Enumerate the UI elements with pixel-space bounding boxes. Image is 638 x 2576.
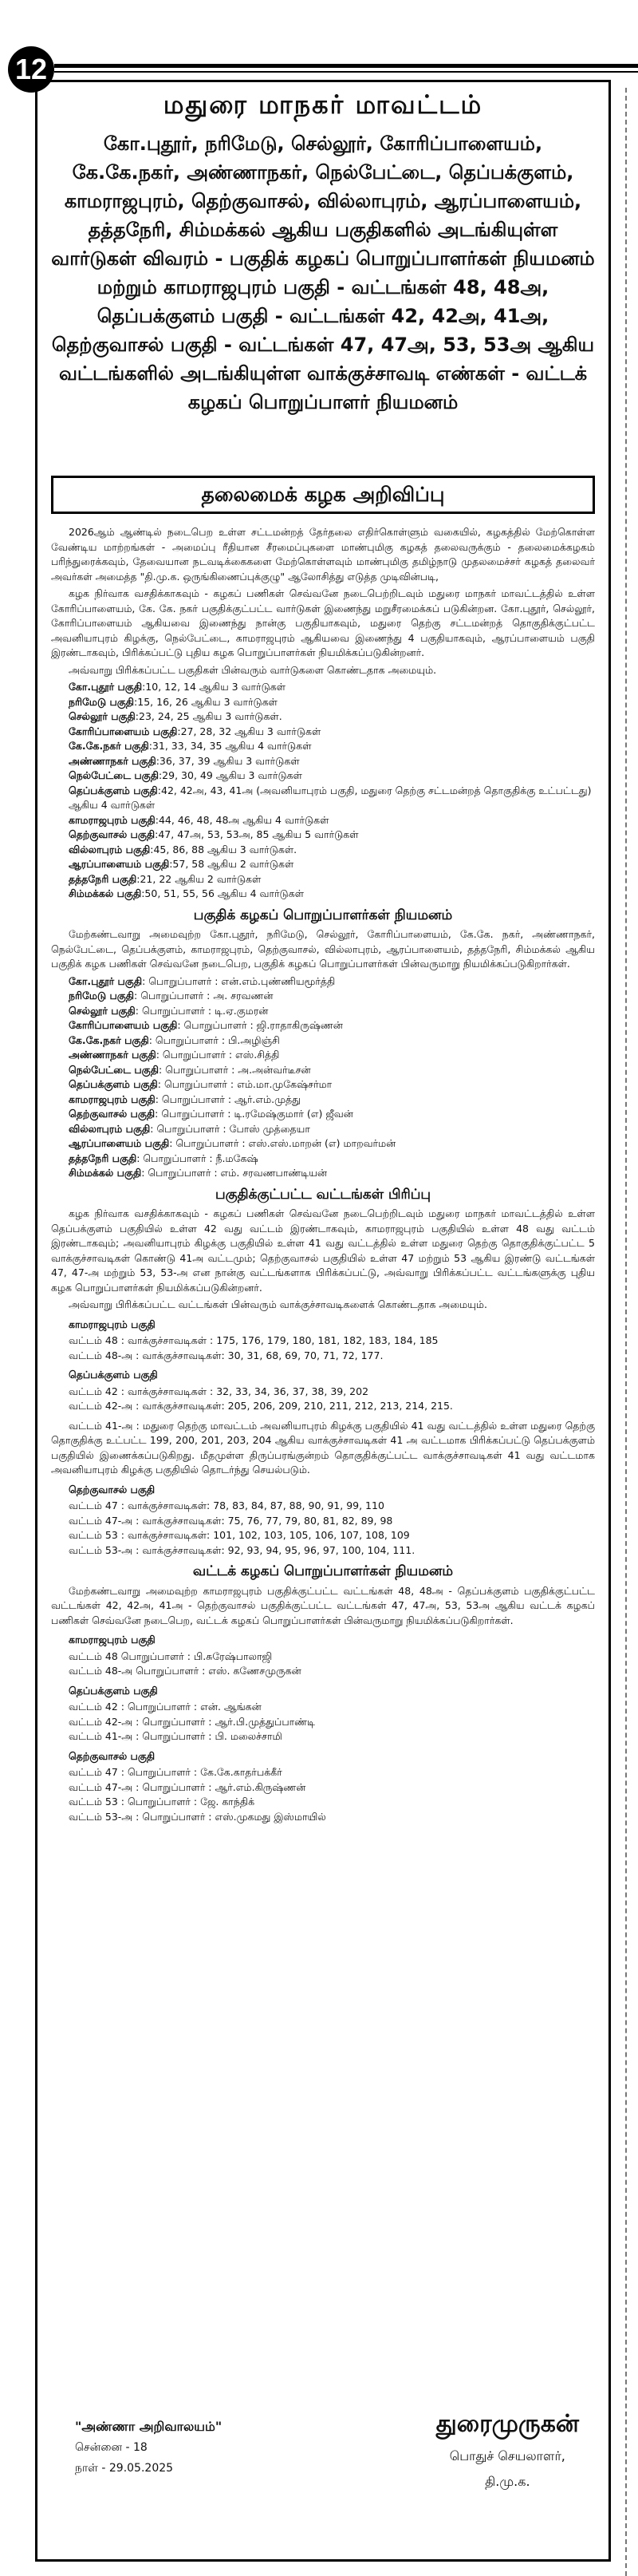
list-item: தத்தநேரி பகுதி:21, 22 ஆகிய 2 வார்டுகள் — [69, 872, 262, 885]
intro-paragraph-2: கழக நிர்வாக வசதிக்காகவும் - கழகப் பணிகள் செவ்வனே நடைபெற்றிடவும் மதுரை மாநகர் மாவட்டத்தில் உள்ள கோரிப்பாளையம், கே. கே. நகர் பகுதிக்குட்பட்ட வார்டுகள் இணைந்து மறுசீரமைக்கப் படுகின்றன. கோ.புதூர், செல்லூர், கோரிப்பாளையம் ஆகியவை இணைந்து நான்கு பகுதியாகவும், மதுரை தெற்கு சட்டமன்றத் தொகுதிக்குட்பட்ட அவனியாபுரம் கிழக்கு, நெல்பேட்டை, காமராஜபுரம் ஆகியவை இணைந்து 4 பகுதியாகவும், ஆரப்பாளையம் பகுதி இரண்டாகவும், பிரிக்கப்பட்டு புதிய கழக பொறுப்பாளர்கள் நியமிக்கப்படுகின்றனர். — [51, 587, 595, 658]
intro-paragraph-3: அவ்வாறு பிரிக்கப்பட்ட பகுதிகள் பின்வரும் வார்டுகளை கொண்டதாக அமையும். — [69, 663, 437, 676]
list-item: வட்டம் 53-அ : பொறுப்பாளர் : எஸ்.முகமது இஸ்மாயில் — [69, 1810, 326, 1823]
list-item: கோ.புதூர் பகுதி: பொறுப்பாளர் : என்.எம்.புண்ணியமூர்த்தி — [69, 974, 336, 987]
list-item: செல்லூர் பகுதி: பொறுப்பாளர் : டி.ஏ.குமரன் — [69, 1004, 269, 1017]
ward-officers-kamarajapuram-list — [69, 1650, 595, 1679]
top-rule — [54, 64, 638, 68]
ward-officers-kamarajapuram-heading: காமராஜபுரம் பகுதி — [69, 1634, 156, 1646]
notice-header — [48, 89, 598, 417]
list-item: கோரிப்பாளையம் பகுதி:27, 28, 32 ஆகிய 3 வார்டுகள் — [69, 725, 321, 737]
column-divider — [625, 88, 627, 2576]
south-gate-heading: தெற்குவாசல் பகுதி — [69, 1483, 156, 1495]
top-bar — [0, 0, 638, 85]
notice-title: தலைமைக் கழக அறிவிப்பு — [51, 476, 595, 514]
list-item: நெல்பேட்டை பகுதி:29, 30, 49 ஆகிய 3 வார்டுகள் — [69, 769, 302, 781]
ward-officers-intro: மேற்கண்டவாறு அமைவுற்ற காமராஜபுரம் பகுதிக்குட்பட்ட வட்டங்கள் 48, 48அ - தெப்பக்குளம் பகுதிக்குட்பட்ட வட்டங்கள் 42, 42அ, 41அ - தெற்குவாசல் பகுதிக்குட்பட்ட வட்டங்கள் 47, 47அ, 53, 53அ ஆகிய வட்டக் கழகப் பணிகள் செவ்வனே நடைபெற, வட்டக் கழகப் பொறுப்பாளர்கள் பின்வருமாறு நியமிக்கப்படுகிறார்கள். — [51, 1584, 595, 1626]
signatory-designation: பொதுச் செயலாளர், — [449, 2448, 565, 2463]
ward-division-intro-2: அவ்வாறு பிரிக்கப்பட்ட வட்டங்கள் பின்வரும் வாக்குச்சாவடிகளைக் கொண்டதாக அமையும். — [69, 1298, 487, 1310]
ward-division-intro: கழக நிர்வாக வசதிக்காகவும் - கழகப் பணிகள் செவ்வனே நடைபெற்றிடவும் மதுரை மாநகர் மாவட்டத்தில் உள்ள தெப்பக்குளம் பகுதியில் உள்ள 42 வது வட்டம் இரண்டாகவும், காமராஜபுரம் பகுதியில் உள்ள 48 வது வட்டம் இரண்டாகவும்; அவனியாபுரம் கிழக்கு பகுதியில் உள்ள 41 வது வட்டத்தில் உள்ள மதுரை தெற்கு தொகுதிக்குட்பட்ட 5 வாக்குச்சாவடிகள் கொண்டு 41அ வட்டமும்; தெற்குவாசல் பகுதியில் உள்ள 47 மற்றும் 53 ஆகிய இரண்டு வட்டங்கள் 47, 47-அ மற்றும் 53, 53-அ என நான்கு வட்டங்களாக பிரிக்கப்பட்டு, அவ்வாறு பிரிக்கப்பட்ட வட்டங்களுக்கு புதிய கழக பொறுப்பாளர்கள் நியமிக்கப்படுகின்றனர். — [51, 1207, 595, 1294]
list-item: தத்தநேரி பகுதி: பொறுப்பாளர் : நீ.மகேஷ் — [69, 1152, 258, 1164]
list-item: வட்டம் 48-அ : வாக்குச்சாவடிகள்: 30, 31, 68, 69, 70, 71, 72, 177. — [69, 1349, 384, 1361]
signatory-name: துரைமுருகன் — [435, 2410, 579, 2438]
list-item: நரிமேடு பகுதி:15, 16, 26 ஆகிய 3 வார்டுகள் — [69, 695, 278, 708]
list-item: தெப்பக்குளம் பகுதி: பொறுப்பாளர் : எம்.மா.முகேஷ்சர்மா — [69, 1078, 333, 1090]
party-name: தி.மு.க. — [485, 2474, 530, 2489]
list-item: கோரிப்பாளையம் பகுதி: பொறுப்பாளர் : ஜி.ராதாகிருஷ்ணன் — [69, 1019, 343, 1031]
ward-division-title: பகுதிக்குட்பட்ட வட்டங்கள் பிரிப்பு — [215, 1186, 431, 1203]
areas-heading: கோ.புதூர், நரிமேடு, செல்லூர், கோரிப்பாளையம், கே.கே.நகர், அண்ணாநகர், நெல்பேட்டை, தெப்பக்குளம், காமராஜபுரம், தெற்குவாசல், வில்லாபுரம், ஆரப்பாளையம், தத்தநேரி, சிம்மக்கல் ஆகிய பகுதிகளில் அடங்கியுள்ள வார்டுகள் விவரம் - பகுதிக் கழகப் பொறுப்பாளர்கள் நியமனம் மற்றும் காமராஜபுரம் பகுதி - வட்டங்கள் 48, 48அ, தெப்பக்குளம் பகுதி - வட்டங்கள் 42, 42அ, 41அ, தெற்குவாசல் பகுதி - வட்டங்கள் 47, 47அ, 53, 53அ ஆகிய வட்டங்களில் அடங்கியுள்ள வாக்குச்சாவடி எண்கள் - வட்டக் கழகப் பொறுப்பாளர் நியமனம் — [51, 132, 595, 413]
list-item: வட்டம் 48-அ பொறுப்பாளர் : எஸ். கணேசமுருகன் — [69, 1665, 301, 1677]
list-item: காமராஜபுரம் பகுதி: பொறுப்பாளர் : ஆர்.எம்.முத்து — [69, 1092, 301, 1105]
list-item: வட்டம் 42-அ : பொறுப்பாளர் : ஆர்.பி.முத்துப்பாண்டி — [69, 1715, 316, 1728]
notice-body — [51, 525, 595, 1829]
notice-footer — [51, 2392, 595, 2552]
top-rule-thin — [54, 71, 638, 73]
area-officer-list — [69, 974, 595, 1181]
ward-officers-theppakulam-heading: தெப்பக்குளம் பகுதி — [69, 1684, 158, 1697]
page-number: 12 — [8, 46, 54, 93]
list-item: காமராஜபுரம் பகுதி:44, 46, 48, 48அ ஆகிய 4 வார்டுகள் — [69, 813, 329, 826]
list-item: ஆரப்பாளையம் பகுதி: பொறுப்பாளர் : எஸ்.எஸ்.மாறன் (எ) மாறவர்மன் — [69, 1137, 396, 1149]
list-item: வட்டம் 47-அ : வாக்குச்சாவடிகள்: 75, 76, 77, 79, 80, 81, 82, 89, 98 — [69, 1514, 393, 1527]
ward-officers-theppakulam-list — [69, 1700, 595, 1744]
list-item: தெப்பக்குளம் பகுதி:42, 42அ, 43, 41அ (அவனியாபுரம் பகுதி, மதுரை தெற்கு சட்டமன்றத் தொகுதிக்கு உட்பட்டது) ஆகிய 4 வார்டுகள் — [69, 784, 592, 811]
list-item: செல்லூர் பகுதி:23, 24, 25 ஆகிய 3 வார்டுகள். — [69, 710, 282, 722]
kamarajapuram-heading: காமராஜபுரம் பகுதி — [69, 1318, 156, 1330]
district-title: மதுரை மாநகர் மாவட்டம் — [163, 89, 483, 120]
signature-block — [436, 2410, 579, 2492]
list-item: வட்டம் 42 : வாக்குச்சாவடிகள் : 32, 33, 34, 36, 37, 38, 39, 202 — [69, 1385, 369, 1397]
office-city: சென்னை - 18 — [75, 2441, 148, 2454]
theppakulam-booth-list — [69, 1385, 595, 1414]
area-officers-title: பகுதிக் கழகப் பொறுப்பாளர்கள் நியமனம் — [193, 907, 453, 923]
south-gate-booth-list — [69, 1499, 595, 1558]
list-item: சிம்மக்கல் பகுதி:50, 51, 55, 56 ஆகிய 4 வார்டுகள் — [69, 887, 304, 899]
list-item: அண்ணாநகர் பகுதி:36, 37, 39 ஆகிய 3 வார்டுகள் — [69, 754, 300, 767]
list-item: ஆரப்பாளையம் பகுதி:57, 58 ஆகிய 2 வார்டுகள் — [69, 858, 294, 870]
list-item: வட்டம் 41-அ : பொறுப்பாளர் : பி. மலைச்சாமி — [69, 1730, 282, 1742]
list-item: நெல்பேட்டை பகுதி: பொறுப்பாளர் : அ.அன்வர்டீசன் — [69, 1063, 311, 1076]
area-officers-intro: மேற்கண்டவாறு அமைவுற்ற கோ.புதூர், நரிமேடு, செல்லூர், கோரிப்பாளையம், கே.கே. நகர், அண்ணாநகர், நெல்பேட்டை, தெப்பக்குளம், காமராஜபுரம், தெற்குவாசல், வில்லாபுரம், ஆரப்பாளையம், தத்தநேரி, சிம்மக்கல் ஆகிய பகுதிக் கழக பணிகள் செவ்வனே நடைபெற, பகுதிக் கழகப் பொறுப்பாளர்கள் பின்வருமாறு நியமிக்கப்படுகிறார்கள். — [51, 928, 595, 970]
intro-paragraph-1: 2026ஆம் ஆண்டில் நடைபெற உள்ள சட்டமன்றத் தேர்தலை எதிர்கொள்ளும் வகையில், கழகத்தில் மேற்கொள்ள வேண்டிய மாற்றங்கள் - அமைப்பு ரீதியான சீரமைப்புகளை மாண்புமிகு கழகத் தலைவருக்கும் - தலைமைக்கழகம் பரிந்துரைக்கவும், தேவையான நடவடிக்கைகளை மேற்கொள்ளவும் மாண்புமிகு தமிழ்நாடு முதலமைச்சர் கழகத் தலைவர் அவர்கள் அமைத்த "தி.மு.க. ஒருங்கிணைப்புக்குழு" ஆலோசித்து எடுத்த முடிவின்படி, — [51, 526, 595, 583]
list-item: வில்லாபுரம் பகுதி:45, 86, 88 ஆகிய 3 வார்டுகள். — [69, 843, 297, 855]
area-ward-list — [69, 680, 595, 902]
list-item: கே.கே.நகர் பகுதி: பொறுப்பாளர் : பி.அழிஞ்சி — [69, 1033, 280, 1046]
list-item: நரிமேடு பகுதி: பொறுப்பாளர் : அ. சரவணன் — [69, 990, 274, 1002]
ward-41a-note: வட்டம் 41-அ : மதுரை தெற்கு மாவட்டம் அவனியாபுரம் கிழக்கு பகுதியில் 41 வது வட்டத்தில் உள்ள மதுரை தெற்கு தொகுதிக்கு உட்பட்ட 199, 200, 201, 203, 204 ஆகிய வாக்குச்சாவடிகள் 41 அ வட்டமாக பிரிக்கப்பட்டு தெப்பக்குளம் பகுதியில் இணைக்கப்படுகிறது. மீதமுள்ள திருப்பரங்குன்றம் தொகுதிக்குட்பட்ட வாக்குச்சாவடிகள் 41 வது வட்டமாக அவனியாபுரம் கிழக்கு பகுதியில் தொடர்ந்து செயல்படும். — [51, 1419, 595, 1476]
list-item: வட்டம் 47 : வாக்குச்சாவடிகள்: 78, 83, 84, 87, 88, 90, 91, 99, 110 — [69, 1499, 384, 1511]
list-item: அண்ணாநகர் பகுதி: பொறுப்பாளர் : எஸ்.சித்தி — [69, 1049, 280, 1061]
theppakulam-heading: தெப்பக்குளம் பகுதி — [69, 1369, 158, 1381]
list-item: தெற்குவாசல் பகுதி:47, 47அ, 53, 53அ, 85 ஆகிய 5 வார்டுகள் — [69, 828, 359, 840]
list-item: வட்டம் 48 : வாக்குச்சாவடிகள் : 175, 176, 179, 180, 181, 182, 183, 184, 185 — [69, 1334, 439, 1346]
list-item: கே.கே.நகர் பகுதி:31, 33, 34, 35 ஆகிய 4 வார்டுகள் — [69, 740, 312, 752]
ward-officers-title: வட்டக் கழகப் பொறுப்பாளர்கள் நியமனம் — [192, 1563, 454, 1579]
ward-officers-south-gate-heading: தெற்குவாசல் பகுதி — [69, 1749, 156, 1762]
list-item: வட்டம் 53 : வாக்குச்சாவடிகள்: 101, 102, 103, 105, 106, 107, 108, 109 — [69, 1529, 410, 1541]
list-item: வட்டம் 47-அ : பொறுப்பாளர் : ஆர்.எம்.கிருஷ்ணன் — [69, 1780, 306, 1793]
ward-officers-south-gate-list — [69, 1765, 595, 1824]
headquarters-name: "அண்ணா அறிவாலயம்" — [75, 2419, 223, 2434]
issuing-office — [75, 2416, 222, 2479]
notice-date: நாள் - 29.05.2025 — [75, 2462, 174, 2475]
list-item: வட்டம் 42 : பொறுப்பாளர் : என். ஆங்கன் — [69, 1701, 262, 1713]
list-item: வட்டம் 47 : பொறுப்பாளர் : கே.கே.காதர்பக்கீர் — [69, 1766, 282, 1778]
list-item: சிம்மக்கல் பகுதி: பொறுப்பாளர் : எம். சரவணபாண்டியன் — [69, 1167, 328, 1179]
list-item: வட்டம் 53 : பொறுப்பாளர் : ஜே. காந்திக் — [69, 1796, 255, 1808]
list-item: வில்லாபுரம் பகுதி: பொறுப்பாளர் : போஸ் முத்தையா — [69, 1122, 310, 1135]
list-item: வட்டம் 53-அ : வாக்குச்சாவடிகள்: 92, 93, 94, 95, 96, 97, 100, 104, 111. — [69, 1543, 415, 1556]
kamarajapuram-booth-list — [69, 1333, 595, 1363]
list-item: கோ.புதூர் பகுதி:10, 12, 14 ஆகிய 3 வார்டுகள் — [69, 681, 286, 693]
list-item: தெற்குவாசல் பகுதி: பொறுப்பாளர் : டி.ரமேஷ்குமார் (எ) ஜீவன் — [69, 1108, 353, 1120]
list-item: வட்டம் 48 பொறுப்பாளர் : பி.சுரேஷ்பாலாஜி — [69, 1650, 273, 1662]
list-item: வட்டம் 42-அ : வாக்குச்சாவடிகள்: 205, 206, 209, 210, 211, 212, 213, 214, 215. — [69, 1400, 453, 1412]
